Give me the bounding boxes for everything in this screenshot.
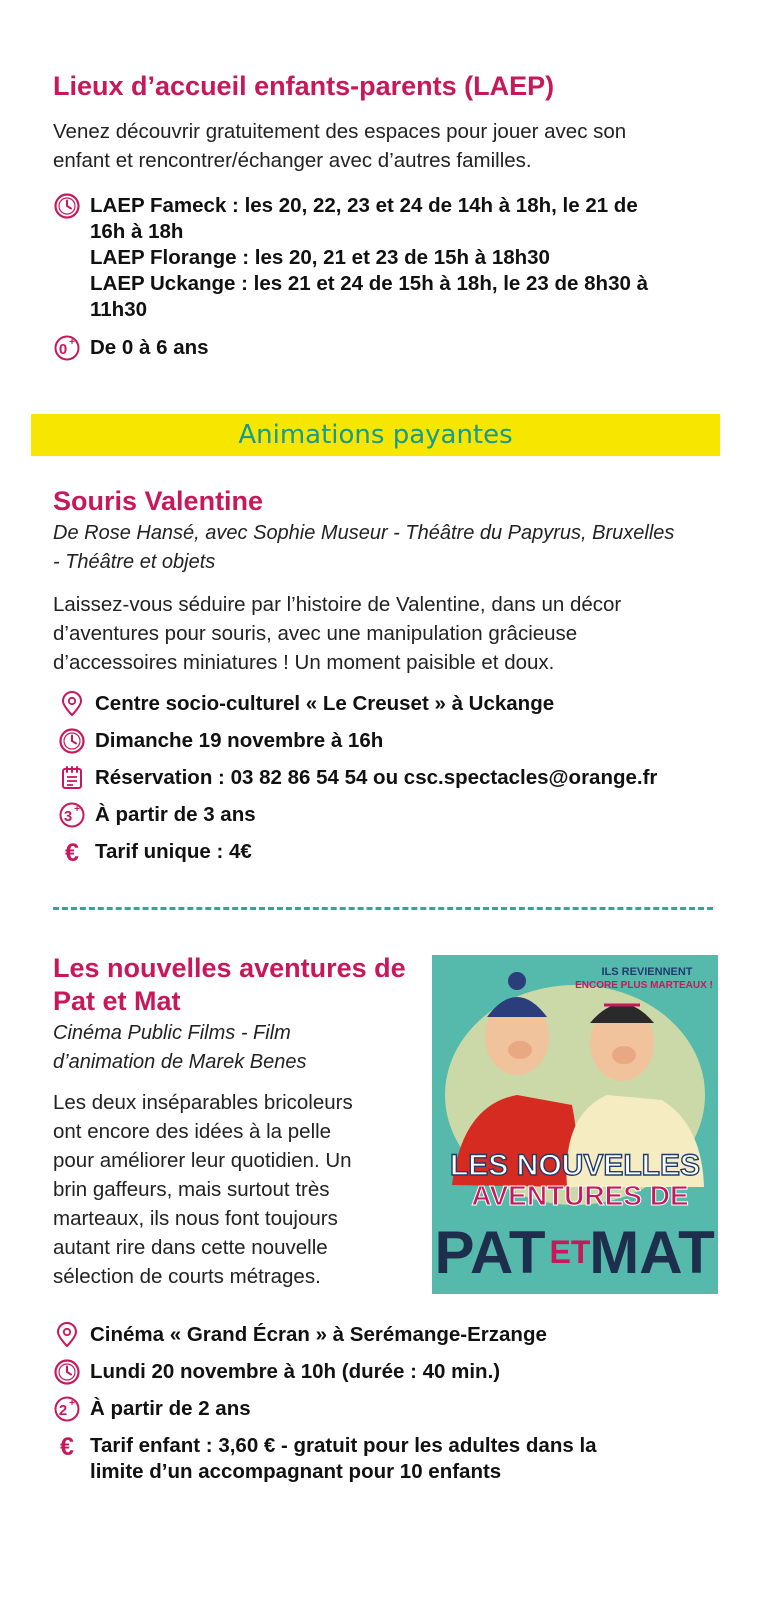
poster-tagline-1: ILS REVIENNENT [601, 966, 693, 978]
patmat-description: Les deux inséparables bricoleurs ont encore des idées à la pelle pour améliorer leur quotidien. Un brin gaffeurs, mais surtout très marteaux, ils nous font toujours autant rire dans cette nouvelle sélection de courts métrages. [53, 1091, 353, 1288]
location-pin-icon [53, 1321, 81, 1349]
souris-location: Centre socio-culturel « Le Creuset » à Uckange [58, 691, 554, 718]
souris-reservation: Réservation : 03 82 86 54 54 ou csc.spectacles@orange.fr [58, 765, 657, 792]
location-pin-icon [58, 690, 86, 718]
poster-title-pat: PAT [434, 1219, 546, 1286]
souris-title: Souris Valentine [53, 486, 264, 516]
svg-text:3: 3 [63, 808, 73, 825]
patmat-age: 2 + À partir de 2 ans [53, 1396, 251, 1423]
section-banner-label: Animations payantes [238, 420, 513, 450]
svg-text:+: + [69, 1398, 75, 1409]
poster-tagline-2: ENCORE PLUS MARTEAUX ! [575, 980, 713, 991]
age-badge-icon [53, 334, 81, 362]
patmat-title: Les nouvelles aventures de Pat et Mat [53, 953, 406, 1016]
poster-title-mat: MAT [589, 1219, 715, 1286]
phone-book-icon [58, 764, 86, 792]
svg-text:€: € [65, 839, 79, 866]
svg-text:2: 2 [58, 1402, 68, 1419]
section-divider [53, 907, 713, 910]
patmat-location: Cinéma « Grand Écran » à Serémange-Erzange [53, 1322, 547, 1349]
laep-age: 0 + De 0 à 6 ans [53, 335, 209, 362]
poster-title-et: ET [549, 1234, 591, 1270]
laep-schedule: LAEP Fameck : les 20, 22, 23 et 24 de 14h à 18h, le 21 de 16h à 18h LAEP Florange : les 20, 21 et 23 de 15h à 18h30 LAEP Uckange : les 21 et 24 de 15h à 18h, le 23 de 8h30 à 11h30 [53, 193, 648, 323]
age-badge-icon [58, 801, 86, 829]
laep-description: Venez découvrir gratuitement des espaces pour jouer avec son enfant et rencontrer/échanger avec d’autres familles. [53, 120, 627, 172]
clock-icon [58, 727, 86, 755]
euro-icon [53, 1432, 81, 1460]
laep-title: Lieux d’accueil enfants-parents (LAEP) [53, 71, 555, 101]
clock-icon [53, 192, 81, 220]
svg-text:€: € [60, 1433, 74, 1460]
euro-icon [58, 838, 86, 866]
clock-icon [53, 1358, 81, 1386]
souris-age: 3 + À partir de 3 ans [58, 802, 256, 829]
section-banner [31, 414, 720, 456]
movie-poster [432, 955, 718, 1294]
souris-subtitle: De Rose Hansé, avec Sophie Museur - Théâtre du Papyrus, Bruxelles - Théâtre et objets [53, 522, 675, 573]
patmat-date: Lundi 20 novembre à 10h (durée : 40 min.) [53, 1359, 500, 1386]
svg-text:+: + [74, 804, 80, 815]
souris-date: Dimanche 19 novembre à 16h [58, 728, 383, 755]
poster-title-2: AVENTURES DE [471, 1180, 689, 1211]
svg-text:+: + [69, 337, 75, 348]
souris-price: € Tarif unique : 4€ [58, 839, 252, 866]
movie-poster-art [432, 955, 718, 1294]
age-badge-icon [53, 1395, 81, 1423]
patmat-subtitle: Cinéma Public Films - Film d’animation de Marek Benes [53, 1022, 307, 1073]
patmat-price: € Tarif enfant : 3,60 € - gratuit pour les adultes dans la limite d’un accompagnant pour 10 enfants [53, 1433, 597, 1485]
poster-title-1: LES NOUVELLES [449, 1149, 701, 1182]
svg-text:0: 0 [58, 341, 68, 358]
souris-description: Laissez-vous séduire par l’histoire de Valentine, dans un décor d’aventures pour souris, avec une manipulation grâcieuse d’accessoires miniatures ! Un moment paisible et doux. [53, 593, 622, 674]
